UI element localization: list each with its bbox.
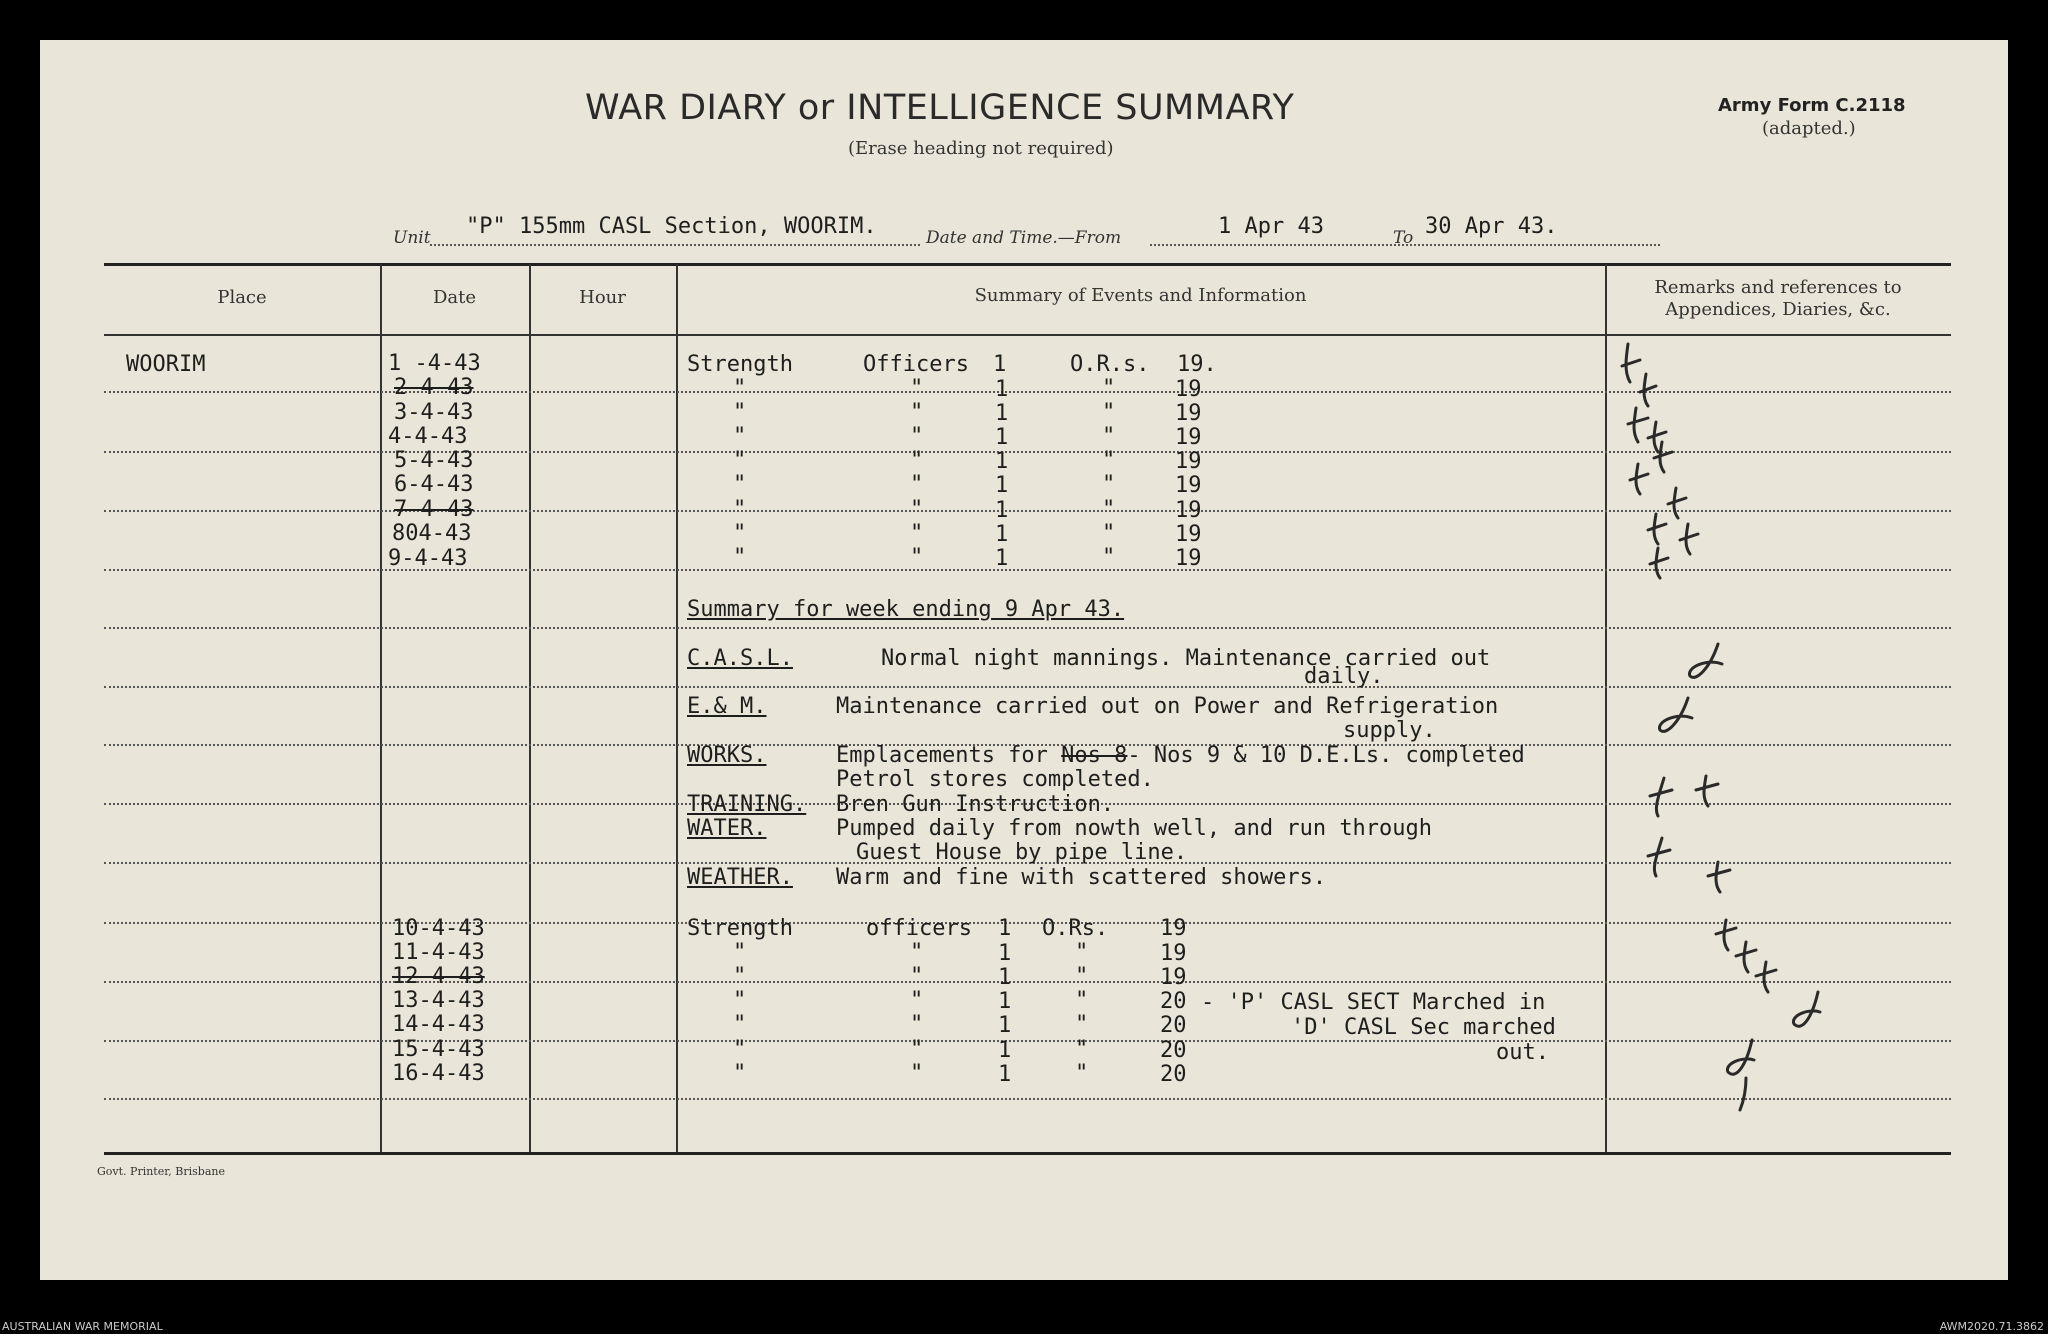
ors-count: 19 <box>1175 401 1202 426</box>
ors-count: 20 <box>1160 989 1187 1014</box>
ditto-mark: " <box>910 521 924 546</box>
archive-reference: AWM2020.71.3862 <box>1939 1320 2044 1333</box>
officers-count: 1 <box>998 989 1012 1014</box>
ditto-mark: " <box>910 964 924 989</box>
ors-count: 20 <box>1160 1062 1187 1087</box>
tick-mark <box>1648 514 1666 544</box>
tick-mark <box>1756 962 1776 992</box>
water-label: WATER. <box>687 816 767 841</box>
date-dotline <box>1150 244 1660 246</box>
date-from: 1 Apr 43 <box>1218 214 1324 239</box>
col-header-hour: Hour <box>579 287 626 308</box>
officers-count: 1 <box>998 965 1012 990</box>
date-cell: 12-4-43 <box>392 964 485 989</box>
em-text: Maintenance carried out on Power and Refrigeration <box>836 694 1499 719</box>
ors-count: 19 <box>1175 473 1202 498</box>
casl-text: Normal night mannings. Maintenance carried out <box>881 646 1491 671</box>
training-text: Bren Gun Instruction. <box>836 792 1115 817</box>
weather-text: Warm and fine with scattered showers. <box>836 865 1327 890</box>
ditto-mark: " <box>1075 1012 1089 1037</box>
form-name: Army Form C.2118 <box>1718 95 1906 116</box>
casl-label: C.A.S.L. <box>687 646 793 671</box>
tick-mark <box>1659 698 1692 731</box>
works-text-a: Emplacements for <box>836 743 1048 768</box>
page-title: WAR DIARY or INTELLIGENCE SUMMARY <box>585 88 1295 128</box>
ditto-mark: " <box>910 940 924 965</box>
date-cell: 2-4-43 <box>394 375 474 400</box>
officers-count: 1 <box>993 352 1007 377</box>
ors-count: 19 <box>1175 425 1202 450</box>
ditto-mark: " <box>1075 988 1089 1013</box>
date-to: 30 Apr 43. <box>1425 214 1558 239</box>
ditto-mark: " <box>733 497 747 522</box>
tick-mark <box>1628 408 1648 442</box>
officers-count: 1 <box>995 449 1009 474</box>
date-cell: 14-4-43 <box>392 1012 485 1037</box>
unit-value: "P" 155mm CASL Section, WOORIM. <box>466 214 877 239</box>
date-cell: 9-4-43 <box>388 546 468 571</box>
ditto-mark: " <box>910 1037 924 1062</box>
ditto-mark: " <box>910 448 924 473</box>
unit-label: Unit <box>393 228 431 248</box>
date-label: Date and Time.—From <box>926 228 1122 248</box>
ors-count: 19 <box>1175 377 1202 402</box>
archive-credit: AUSTRALIAN WAR MEMORIAL <box>2 1320 163 1333</box>
tick-mark <box>1716 920 1736 950</box>
table-bottom-rule <box>104 1152 1951 1155</box>
ditto-mark: " <box>733 1012 747 1037</box>
col-header-remarks-1: Remarks and references to <box>1654 277 1902 298</box>
ditto-mark: " <box>910 376 924 401</box>
tick-mark <box>1793 992 1820 1026</box>
tick-mark <box>1650 548 1668 578</box>
ditto-mark: " <box>733 1061 747 1086</box>
ditto-mark: " <box>733 1037 747 1062</box>
ditto-mark: " <box>910 497 924 522</box>
officers-label: Officers <box>863 352 969 377</box>
strength-label: Strength <box>687 352 793 377</box>
officers-count: 1 <box>998 916 1012 941</box>
training-label: TRAINING. <box>687 792 807 817</box>
ditto-mark: " <box>733 448 747 473</box>
col-header-remarks-2: Appendices, Diaries, &c. <box>1665 299 1891 320</box>
officers-count: 1 <box>998 941 1012 966</box>
works-struck-text: Nos 8 <box>1061 743 1128 768</box>
works-text <box>836 743 1525 768</box>
ors-label: O.R.s. <box>1070 352 1150 377</box>
col-divider-place <box>380 264 382 1152</box>
page-subtitle: (Erase heading not required) <box>848 138 1114 159</box>
date-cell: 11-4-43 <box>392 940 485 965</box>
ditto-mark: " <box>733 988 747 1013</box>
officers-label: officers <box>866 916 972 941</box>
officers-count: 1 <box>998 1013 1012 1038</box>
march-note-3: out. <box>1496 1040 1549 1065</box>
officers-count: 1 <box>995 377 1009 402</box>
ditto-mark: " <box>1075 940 1089 965</box>
ditto-mark: " <box>1102 376 1116 401</box>
place-value: WOORIM <box>126 352 206 377</box>
officers-count: 1 <box>995 498 1009 523</box>
ditto-mark: " <box>910 545 924 570</box>
col-header-date: Date <box>432 287 477 308</box>
date-cell: 16-4-43 <box>392 1061 485 1086</box>
form-note: (adapted.) <box>1762 118 1856 139</box>
officers-count: 1 <box>995 473 1009 498</box>
unit-dotline <box>430 244 920 246</box>
ditto-mark: " <box>733 400 747 425</box>
col-divider-hour <box>676 264 678 1152</box>
tick-mark <box>1727 1040 1754 1110</box>
ditto-mark: " <box>910 988 924 1013</box>
officers-count: 1 <box>995 546 1009 571</box>
tick-mark <box>1680 524 1698 554</box>
ditto-mark: " <box>910 400 924 425</box>
ditto-mark: " <box>733 472 747 497</box>
ditto-mark: " <box>733 940 747 965</box>
tick-mark <box>1668 488 1686 518</box>
tick-mark <box>1650 778 1672 816</box>
tick-mark <box>1630 464 1648 494</box>
date-cell: 15-4-43 <box>392 1037 485 1062</box>
date-cell: 5-4-43 <box>394 448 474 473</box>
col-header-summary: Summary of Events and Information <box>974 285 1307 306</box>
ditto-mark: " <box>1102 521 1116 546</box>
col-header-place: Place <box>217 287 267 308</box>
ors-count: 19 <box>1175 522 1202 547</box>
tick-mark <box>1736 942 1756 972</box>
ditto-mark: " <box>910 1012 924 1037</box>
em-text-cont: supply. <box>1343 718 1436 743</box>
officers-count: 1 <box>998 1062 1012 1087</box>
ors-count: 20 <box>1160 1013 1187 1038</box>
ditto-mark: " <box>733 424 747 449</box>
ditto-mark: " <box>1075 1037 1089 1062</box>
ditto-mark: " <box>733 521 747 546</box>
weekly-summary-heading: Summary for week ending 9 Apr 43. <box>687 597 1125 622</box>
col-divider-date <box>529 264 531 1152</box>
tick-mark <box>1648 838 1670 876</box>
tick-mark <box>1696 776 1718 806</box>
ditto-mark: " <box>733 376 747 401</box>
date-cell: 1 -4-43 <box>388 351 481 376</box>
ditto-mark: " <box>733 964 747 989</box>
officers-count: 1 <box>998 1038 1012 1063</box>
date-cell: 6-4-43 <box>394 472 474 497</box>
ors-count: 19 <box>1175 546 1202 571</box>
ors-count: 19 <box>1175 449 1202 474</box>
ditto-mark: " <box>733 545 747 570</box>
date-cell: 4-4-43 <box>388 424 468 449</box>
date-cell: 7-4-43 <box>394 497 474 522</box>
ors-count: 19 <box>1160 965 1187 990</box>
date-cell: 10-4-43 <box>392 916 485 941</box>
ors-count: 19. <box>1177 352 1217 377</box>
ors-count: 20 <box>1160 1038 1187 1063</box>
tick-mark <box>1708 862 1730 892</box>
ors-count: 19 <box>1160 941 1187 966</box>
tick-mark <box>1640 374 1656 406</box>
ors-label: O.Rs. <box>1042 916 1109 941</box>
march-note-1: - 'P' CASL SECT Marched in <box>1201 990 1546 1015</box>
ditto-mark: " <box>1102 472 1116 497</box>
tick-mark <box>1689 644 1722 677</box>
water-text: Pumped daily from nowth well, and run through <box>836 816 1433 841</box>
ditto-mark: " <box>910 1061 924 1086</box>
works-text-cont: Petrol stores completed. <box>836 767 1154 792</box>
tick-mark <box>1648 422 1666 452</box>
strength-label: Strength <box>687 916 793 941</box>
works-label: WORKS. <box>687 743 767 768</box>
ors-count: 19 <box>1160 916 1187 941</box>
ditto-mark: " <box>1102 545 1116 570</box>
works-text-b: - Nos 9 & 10 D.E.Ls. completed <box>1127 743 1525 768</box>
ditto-mark: " <box>1075 1061 1089 1086</box>
date-cell: 3-4-43 <box>394 400 474 425</box>
officers-count: 1 <box>995 425 1009 450</box>
em-label: E.& M. <box>687 694 767 719</box>
ditto-mark: " <box>1075 964 1089 989</box>
to-label: To <box>1393 228 1414 248</box>
officers-count: 1 <box>995 401 1009 426</box>
ditto-mark: " <box>910 424 924 449</box>
ditto-mark: " <box>1102 400 1116 425</box>
date-cell: 13-4-43 <box>392 988 485 1013</box>
ors-count: 19 <box>1175 498 1202 523</box>
ditto-mark: " <box>1102 448 1116 473</box>
water-text-cont: Guest House by pipe line. <box>856 840 1188 865</box>
date-cell: 804-43 <box>392 521 472 546</box>
tick-mark <box>1622 344 1640 382</box>
ditto-mark: " <box>910 472 924 497</box>
officers-count: 1 <box>995 522 1009 547</box>
march-note-2: 'D' CASL Sec marched <box>1291 1015 1556 1040</box>
weather-label: WEATHER. <box>687 865 793 890</box>
ditto-mark: " <box>1102 424 1116 449</box>
ditto-mark: " <box>1102 497 1116 522</box>
remarks-tick-marks <box>1606 338 1950 1150</box>
printer-note: Govt. Printer, Brisbane <box>97 1165 225 1178</box>
casl-text-cont: daily. <box>1304 664 1384 689</box>
